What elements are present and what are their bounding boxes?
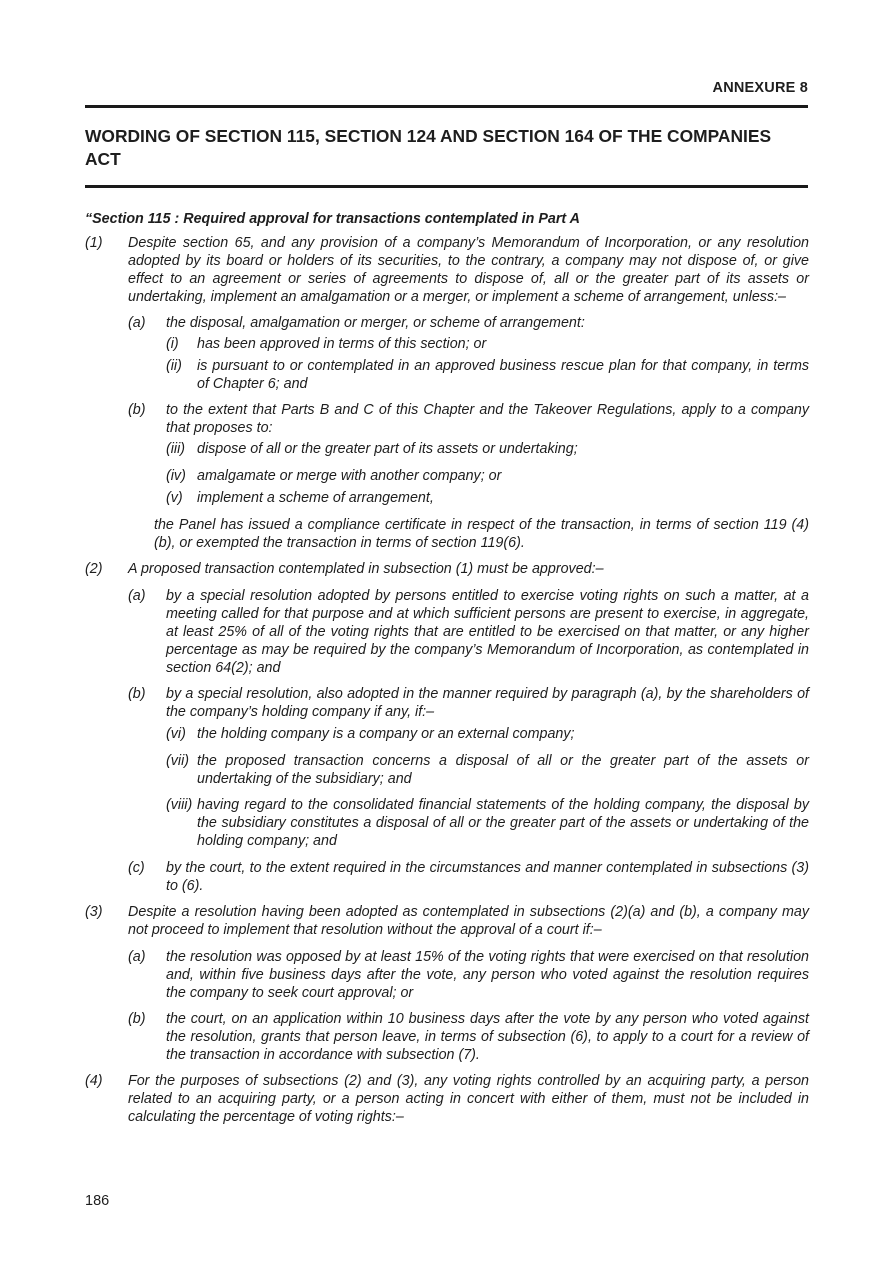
- subsection-1-closing-text: the Panel has issued a compliance certificate in respect of the transaction, in terms of section 119 (4)(b), or exempted the transaction in terms of section 119(6).: [154, 517, 809, 551]
- subsection-text: For the purposes of subsections (2) and (3), any voting rights controlled by an acquiring party, a person related to an acquiring party, or a person acting in concert with either of them, must not be included in calculating the percentage of voting rights:–: [128, 1073, 809, 1125]
- subsection-3: [85, 903, 809, 939]
- section-heading: “Section 115 : Required approval for transactions contemplated in Part A: [85, 211, 580, 227]
- paragraph-text: by a special resolution, also adopted in the manner required by paragraph (a), by the shareholders of the company’s holding company if any, if:–: [166, 686, 809, 720]
- paragraph-label: (a): [128, 588, 146, 604]
- subparagraph-label: (iv): [166, 468, 186, 484]
- subparagraph-1b-iii: [166, 440, 809, 458]
- subparagraph-label: (ii): [166, 358, 182, 374]
- paragraph-text: the disposal, amalgamation or merger, or scheme of arrangement:: [166, 315, 585, 331]
- subparagraph-label: (vi): [166, 726, 186, 742]
- subsection-text: Despite a resolution having been adopted as contemplated in subsections (2)(a) and (b), a company may not proceed to implement that resolution without the approval of a court if:–: [128, 904, 809, 938]
- paragraph-text: by a special resolution adopted by persons entitled to exercise voting rights on such a matter, at a meeting called for that purpose and at which sufficient persons are present to exercise, in aggregate, at least 25% of all of the voting rights that are entitled to be exercised on that matter, or any higher percentage as may be required by the company’s Memorandum of Incorporation, as contemplated in section 64(2); and: [166, 588, 809, 676]
- subsection-2: [85, 560, 809, 578]
- paragraph-1a: [128, 314, 809, 332]
- paragraph-label: (b): [128, 686, 146, 702]
- subparagraph-1b-iv: [166, 467, 809, 485]
- title-divider: [85, 185, 808, 188]
- subsection-text: Despite section 65, and any provision of a company’s Memorandum of Incorporation, or any resolution adopted by its board or holders of its securities, to the contrary, a company may not dispose of, or give effect to an agreement or series of agreements to dispose of, all or the greater part of its assets or undertaking, implement an amalgamation or a merger, or implement a scheme of arrangement, unless:–: [128, 235, 809, 305]
- subparagraph-1a-ii: [166, 357, 809, 393]
- section-115-body: [85, 210, 809, 1126]
- paragraph-1b: [128, 401, 809, 437]
- paragraph-label: (b): [128, 1011, 146, 1027]
- subparagraph-text: having regard to the consolidated financial statements of the holding company, the disposal by the subsidiary constitutes a disposal of all or the greater part of the assets or undertaking of the holding company; and: [197, 797, 809, 849]
- annexure-label: ANNEXURE 8: [712, 80, 808, 96]
- subparagraph-text: the proposed transaction concerns a disposal of all or the greater part of the assets or undertaking of the subsidiary; and: [197, 753, 809, 787]
- subparagraph-label: (v): [166, 490, 183, 506]
- subsection-label: (3): [85, 904, 103, 920]
- subparagraph-2b-vii: [166, 752, 809, 788]
- paragraph-label: (b): [128, 402, 146, 418]
- subsection-1: [85, 234, 809, 306]
- subparagraph-text: the holding company is a company or an external company;: [197, 726, 575, 742]
- subsection-4: [85, 1072, 809, 1126]
- subparagraph-1a-i: [166, 335, 809, 353]
- subsection-label: (2): [85, 561, 103, 577]
- subparagraph-1b-v: [166, 489, 809, 507]
- paragraph-text: to the extent that Parts B and C of this Chapter and the Takeover Regulations, apply to a company that proposes to:: [166, 402, 809, 436]
- subparagraph-2b-vi: [166, 725, 809, 743]
- subsection-label: (4): [85, 1073, 103, 1089]
- top-divider: [85, 105, 808, 108]
- subparagraph-text: dispose of all or the greater part of its assets or undertaking;: [197, 441, 578, 457]
- paragraph-2a: [128, 587, 809, 677]
- paragraph-2c: [128, 859, 809, 895]
- subparagraph-label: (vii): [166, 753, 190, 769]
- paragraph-label: (c): [128, 860, 145, 876]
- page-title: WORDING OF SECTION 115, SECTION 124 AND SECTION 164 OF THE COMPANIES ACT: [85, 126, 772, 169]
- subparagraph-text: has been approved in terms of this section; or: [197, 336, 487, 352]
- subparagraph-label: (i): [166, 336, 179, 352]
- paragraph-label: (a): [128, 949, 146, 965]
- paragraph-3b: [128, 1010, 809, 1064]
- subsection-text: A proposed transaction contemplated in subsection (1) must be approved:–: [128, 561, 604, 577]
- paragraph-2b: [128, 685, 809, 721]
- subsection-label: (1): [85, 235, 103, 251]
- paragraph-label: (a): [128, 315, 146, 331]
- subparagraph-text: implement a scheme of arrangement,: [197, 490, 434, 506]
- page-number: 186: [85, 1193, 110, 1209]
- subparagraph-2b-viii: [166, 796, 809, 850]
- paragraph-text: the court, on an application within 10 business days after the vote by any person who voted against the resolution, grants that person leave, in terms of subsection (6), to apply to a court for a review of the transaction in accordance with subsection (7).: [166, 1011, 809, 1063]
- subparagraph-label: (viii): [166, 797, 193, 813]
- subparagraph-text: amalgamate or merge with another company; or: [197, 468, 502, 484]
- paragraph-text: by the court, to the extent required in the circumstances and manner contemplated in subsections (3) to (6).: [166, 860, 809, 894]
- subparagraph-label: (iii): [166, 441, 186, 457]
- subparagraph-text: is pursuant to or contemplated in an approved business rescue plan for that company, in terms of Chapter 6; and: [197, 358, 809, 392]
- paragraph-text: the resolution was opposed by at least 15% of the voting rights that were exercised on that resolution and, within five business days after the vote, any person who voted against the resolution requires the company to seek court approval; or: [166, 949, 809, 1001]
- paragraph-3a: [128, 948, 809, 1002]
